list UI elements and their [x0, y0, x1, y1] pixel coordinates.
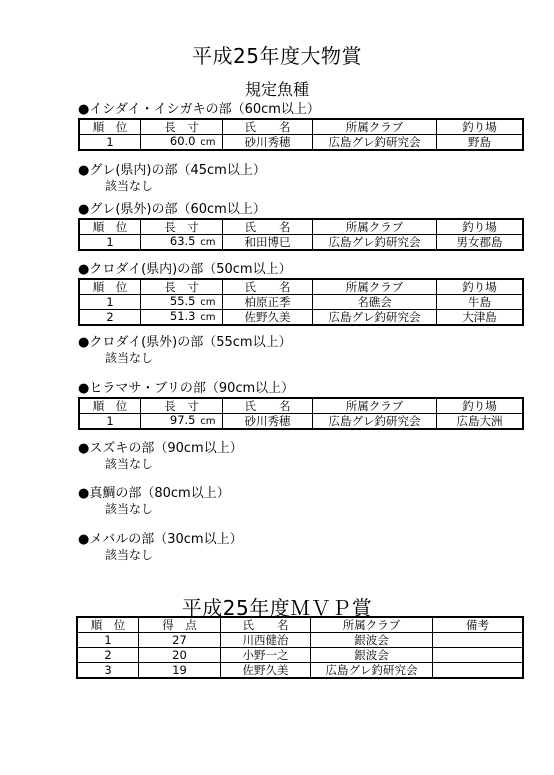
results-table: [78, 278, 524, 326]
table-header-row: [79, 398, 523, 414]
name-cell: 砂川秀穂: [223, 414, 313, 430]
page-title: 平成25年度大物賞: [192, 44, 362, 68]
spot-cell: 牛島: [437, 295, 524, 310]
no-result-text: 該当なし: [105, 179, 154, 193]
rank-cell: 2: [77, 648, 139, 663]
results-table: [78, 118, 524, 151]
points-cell: 27: [139, 633, 221, 648]
length-unit: cm: [200, 416, 216, 427]
category-section: [78, 335, 520, 365]
col-header: 長 寸: [141, 398, 223, 414]
col-header: 氏 名: [221, 617, 311, 633]
length-cell: [141, 295, 223, 310]
name-cell: 川西健治: [221, 633, 311, 648]
category-section: [78, 262, 520, 326]
results-table: [78, 397, 524, 430]
club-cell: 広島グレ釣研究会: [313, 414, 437, 430]
club-cell: 銀波会: [311, 633, 433, 648]
name-cell: 柏原正季: [223, 295, 313, 310]
length-unit: cm: [200, 312, 216, 323]
category-heading: ●クロダイ(県外)の部（55cm以上）: [78, 335, 292, 350]
length-cell: [141, 414, 223, 430]
category-heading: ●グレ(県内)の部（45cm以上）: [78, 163, 266, 178]
col-header: 順 位: [79, 398, 141, 414]
table-header-row: [79, 119, 523, 135]
rank-cell: 1: [79, 295, 141, 310]
col-header: 氏 名: [223, 398, 313, 414]
length-value: 51.3: [169, 309, 196, 323]
spot-cell: 野島: [437, 135, 524, 151]
mvp-section: [76, 616, 524, 679]
col-header: 釣り場: [437, 119, 524, 135]
col-header: 順 位: [79, 219, 141, 235]
table-row: [77, 633, 523, 648]
page-subtitle: 規定魚種: [244, 80, 309, 99]
spot-cell: 男女郡島: [437, 235, 524, 251]
no-result-text: 該当なし: [105, 351, 154, 365]
name-cell: 佐野久美: [221, 663, 311, 679]
length-unit: cm: [200, 297, 216, 308]
category-section: [78, 102, 520, 151]
table-row: [79, 295, 523, 310]
length-cell: [141, 310, 223, 326]
col-header: 順 位: [79, 279, 141, 295]
spot-cell: 広島大洲: [437, 414, 524, 430]
category-section: [78, 381, 520, 430]
category-heading: ●クロダイ(県内)の部（50cm以上）: [78, 262, 292, 277]
category-heading: ●スズキの部（90cm以上）: [78, 441, 243, 456]
mvp-table: [76, 616, 524, 679]
note-cell: [433, 663, 524, 679]
results-table: [78, 218, 524, 251]
length-cell: [141, 235, 223, 251]
rank-cell: 1: [77, 633, 139, 648]
length-value: 60.0: [169, 134, 196, 148]
table-header-row: [79, 219, 523, 235]
points-cell: 20: [139, 648, 221, 663]
col-header: 順 位: [77, 617, 139, 633]
length-cell: [141, 135, 223, 151]
table-row: [79, 135, 523, 151]
col-header: 得 点: [139, 617, 221, 633]
col-header: 所属クラブ: [311, 617, 433, 633]
no-result-text: 該当なし: [105, 457, 154, 471]
col-header: 氏 名: [223, 219, 313, 235]
category-section: [78, 163, 520, 193]
col-header: 釣り場: [437, 398, 524, 414]
table-header-row: [77, 617, 523, 633]
note-cell: [433, 648, 524, 663]
rank-cell: 2: [79, 310, 141, 326]
no-result-text: 該当なし: [105, 548, 154, 562]
note-cell: [433, 633, 524, 648]
length-value: 97.5: [169, 413, 196, 427]
club-cell: 広島グレ釣研究会: [313, 235, 437, 251]
category-heading: ●ヒラマサ・ブリの部（90cm以上）: [78, 381, 295, 396]
col-header: 所属クラブ: [313, 119, 437, 135]
col-header: 長 寸: [141, 119, 223, 135]
rank-cell: 1: [79, 235, 141, 251]
col-header: 所属クラブ: [313, 279, 437, 295]
category-heading: ●イシダイ・イシガキの部（60cm以上）: [78, 102, 320, 117]
category-heading: ●真鯛の部（80cm以上）: [78, 486, 230, 501]
mvp-title: 平成25年度ＭＶＰ賞: [181, 596, 373, 620]
name-cell: 小野一之: [221, 648, 311, 663]
rank-cell: 3: [77, 663, 139, 679]
col-header: 長 寸: [141, 279, 223, 295]
col-header: 釣り場: [437, 279, 524, 295]
col-header: 氏 名: [223, 279, 313, 295]
length-value: 63.5: [169, 234, 196, 248]
category-section: [78, 202, 520, 251]
no-result-text: 該当なし: [105, 502, 154, 516]
club-cell: 広島グレ釣研究会: [313, 135, 437, 151]
table-row: [79, 414, 523, 430]
col-header: 所属クラブ: [313, 398, 437, 414]
name-cell: 佐野久美: [223, 310, 313, 326]
club-cell: 名礁会: [313, 295, 437, 310]
club-cell: 広島グレ釣研究会: [313, 310, 437, 326]
col-header: 長 寸: [141, 219, 223, 235]
col-header: 氏 名: [223, 119, 313, 135]
name-cell: 和田博巳: [223, 235, 313, 251]
category-heading: ●グレ(県外)の部（60cm以上）: [78, 202, 266, 217]
col-header: 所属クラブ: [313, 219, 437, 235]
table-header-row: [79, 279, 523, 295]
points-cell: 19: [139, 663, 221, 679]
rank-cell: 1: [79, 414, 141, 430]
club-cell: 銀波会: [311, 648, 433, 663]
category-heading: ●メバルの部（30cm以上）: [78, 532, 243, 547]
col-header: 順 位: [79, 119, 141, 135]
spot-cell: 大津島: [437, 310, 524, 326]
category-section: [78, 532, 520, 562]
col-header: 釣り場: [437, 219, 524, 235]
table-row: [79, 310, 523, 326]
col-header: 備考: [433, 617, 524, 633]
category-section: [78, 441, 520, 471]
length-unit: cm: [200, 237, 216, 248]
club-cell: 広島グレ釣研究会: [311, 663, 433, 679]
table-row: [77, 663, 523, 679]
table-row: [77, 648, 523, 663]
name-cell: 砂川秀穂: [223, 135, 313, 151]
category-section: [78, 486, 520, 516]
table-row: [79, 235, 523, 251]
length-unit: cm: [200, 137, 216, 148]
rank-cell: 1: [79, 135, 141, 151]
length-value: 55.5: [169, 294, 196, 308]
